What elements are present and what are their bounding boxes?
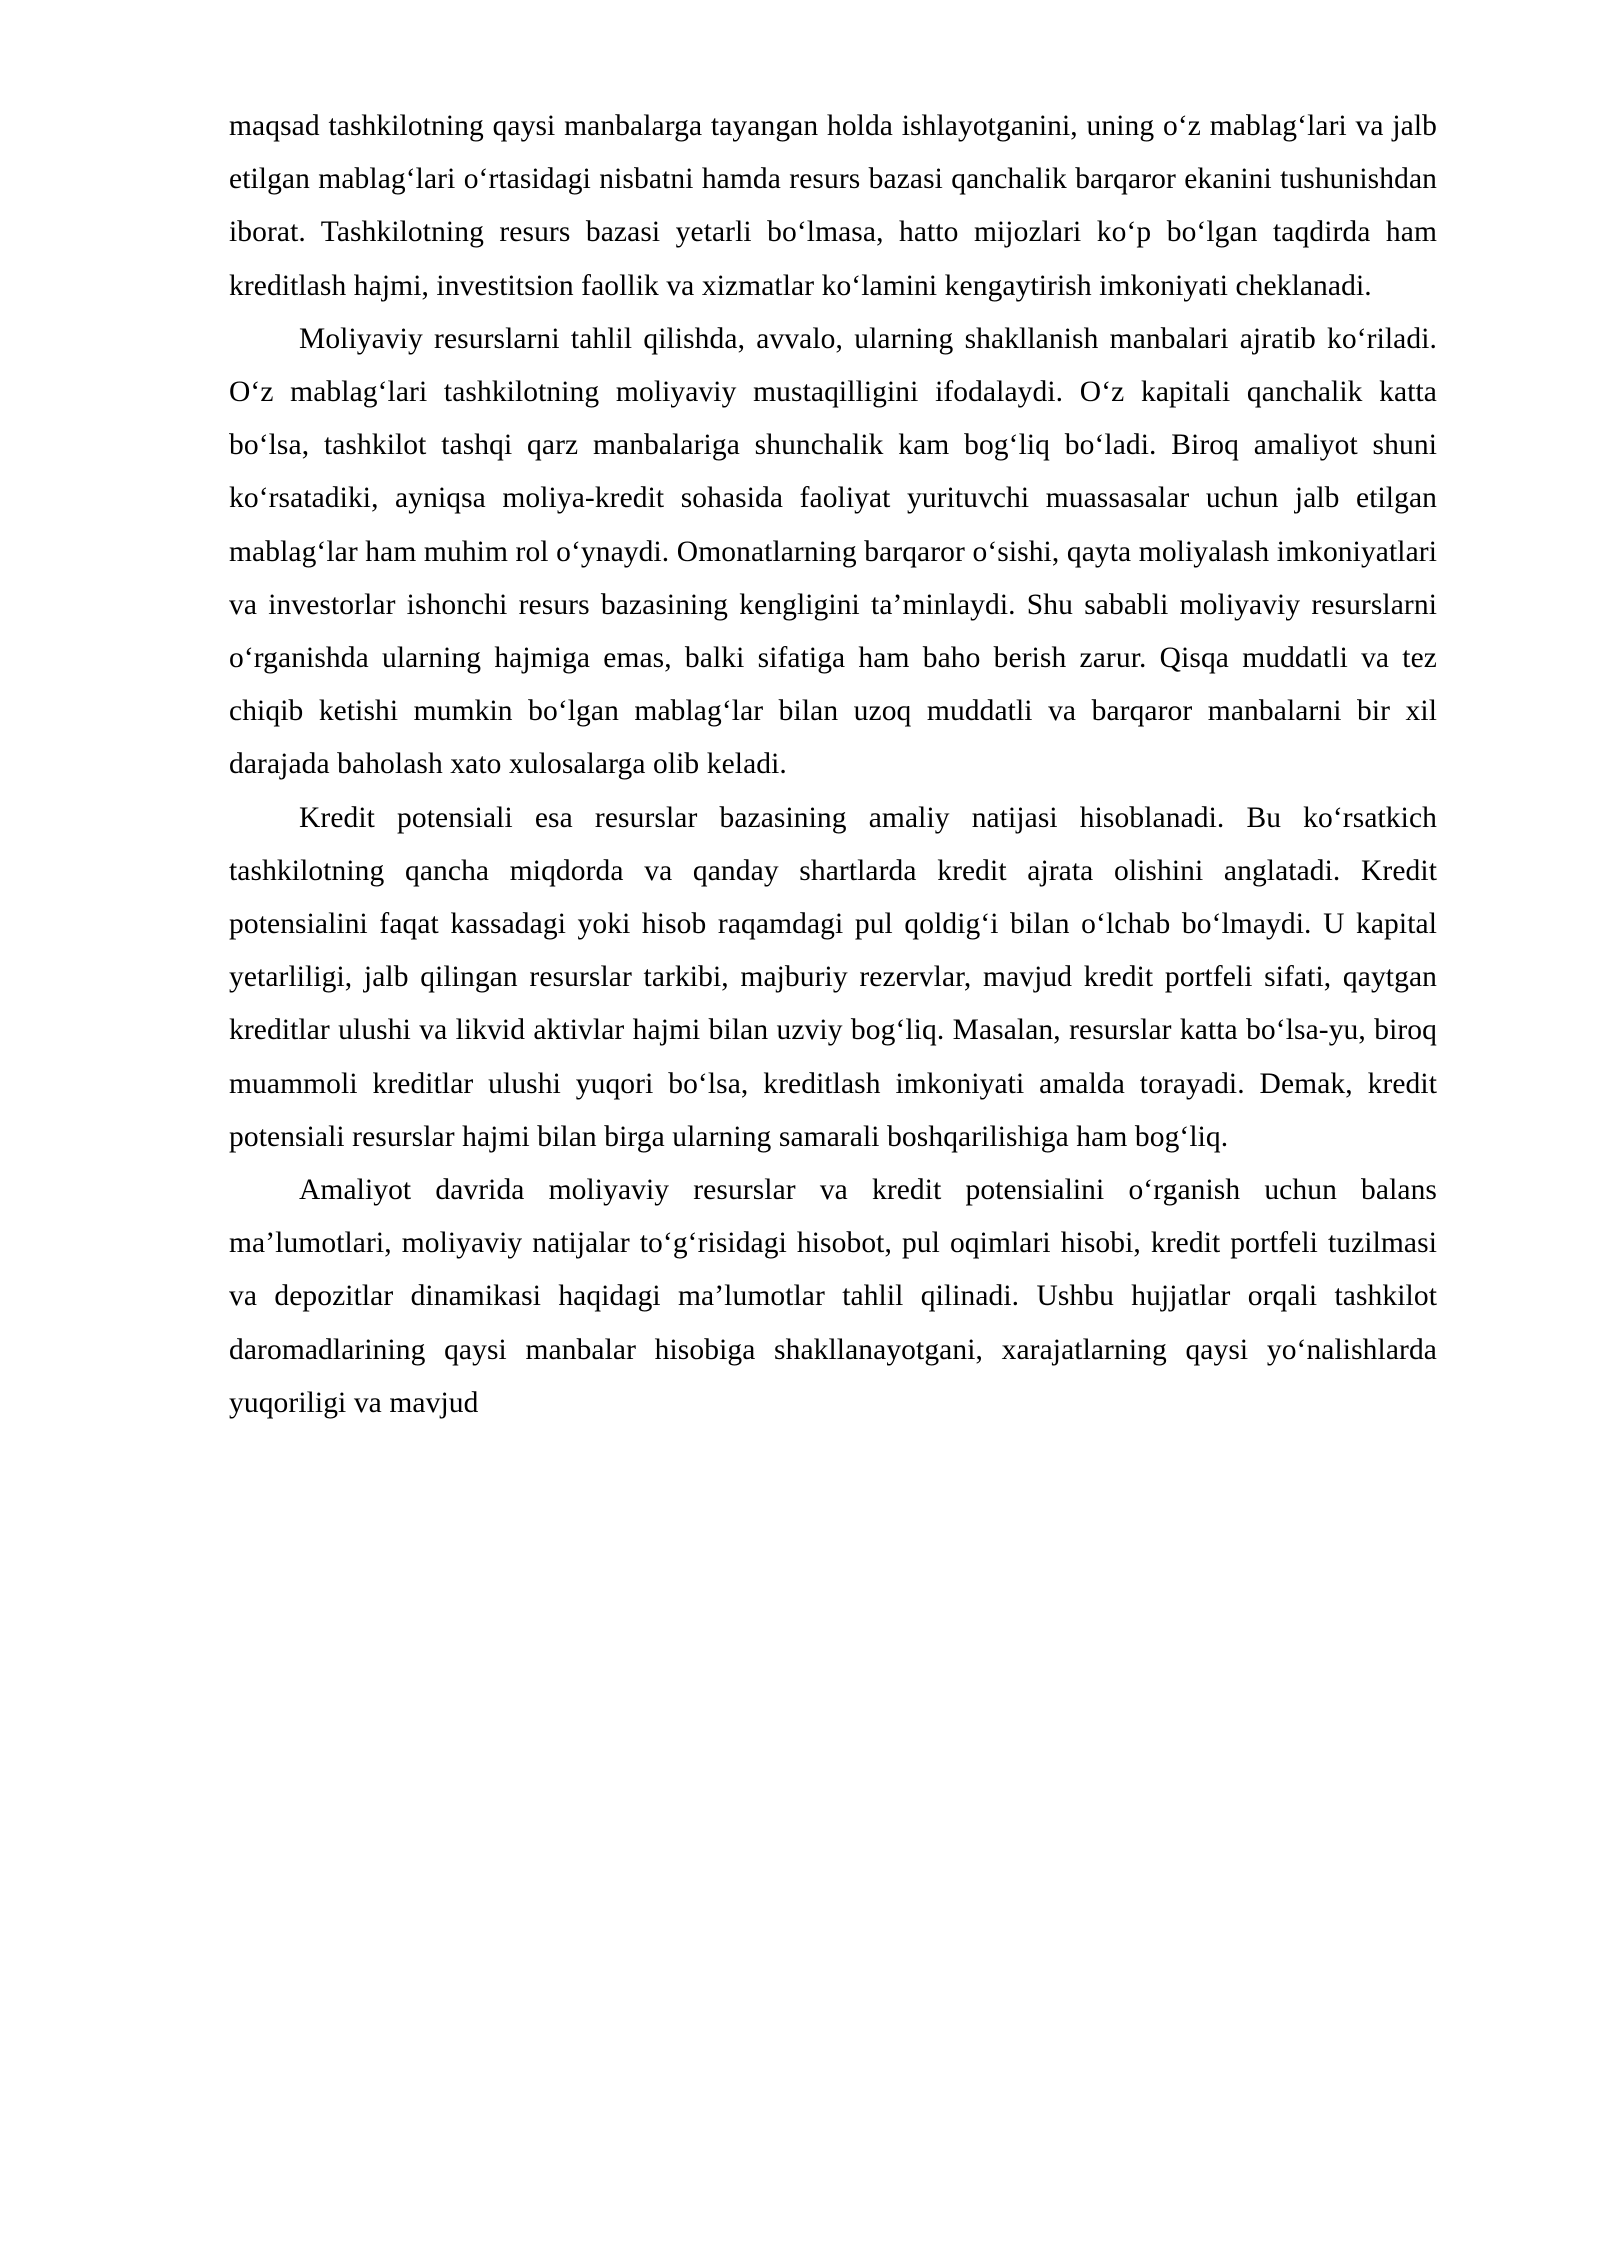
paragraph-2: Moliyaviy resurslarni tahlil qilishda, avvalo, ularning shakllanish manbalari ajratib ko‘riladi. O‘z mablag‘lari tashkilotning moliyaviy mustaqilligini ifodalaydi. O‘z kapitali qanchalik katta bo‘lsa, tashkilot tashqi qarz manbalariga shunchalik kam bog‘liq bo‘ladi. Biroq amaliyot shuni ko‘rsatadiki, ayniqsa moliya-kredit sohasida faoliyat yurituvchi muassasalar uchun jalb etilgan mablag‘lar ham muhim rol o‘ynaydi. Omonatlarning barqaror o‘sishi, qayta moliyalash imkoniyatlari va investorlar ishonchi resurs bazasining kengligini ta’minlaydi. Shu sababli moliyaviy resurslarni o‘rganishda ularning hajmiga emas, balki sifatiga ham baho berish zarur. Qisqa muddatli va tez chiqib ketishi mumkin bo‘lgan mablag‘lar bilan uzoq muddatli va barqaror manbalarni bir xil darajada baholash xato xulosalarga olib keladi. — [229, 322, 1437, 781]
paragraph-3: Kredit potensiali esa resurslar bazasining amaliy natijasi hisoblanadi. Bu ko‘rsatkich tashkilotning qancha miqdorda va qanday shartlarda kredit ajrata olishini anglatadi. Kredit potensialini faqat kassadagi yoki hisob raqamdagi pul qoldig‘i bilan o‘lchab bo‘lmaydi. U kapital yetarliligi, jalb qilingan resurslar tarkibi, majburiy rezervlar, mavjud kredit portfeli sifati, qaytgan kreditlar ulushi va likvid aktivlar hajmi bilan uzviy bog‘liq. Masalan, resurslar katta bo‘lsa-yu, biroq muammoli kreditlar ulushi yuqori bo‘lsa, kreditlash imkoniyati amalda torayadi. Demak, kredit potensiali resurslar hajmi bilan birga ularning samarali boshqarilishiga ham bog‘liq. — [229, 801, 1437, 1153]
text-column — [229, 100, 1437, 1430]
paragraph-1: maqsad tashkilotning qaysi manbalarga tayangan holda ishlayotganini, uning o‘z mablag‘lari va jalb etilgan mablag‘lari o‘rtasidagi nisbatni hamda resurs bazasi qanchalik barqaror ekanini tushunishdan iborat. Tashkilotning resurs bazasi yetarli bo‘lmasa, hatto mijozlari ko‘p bo‘lgan taqdirda ham kreditlash hajmi, investitsion faollik va xizmatlar ko‘lamini kengaytirish imkoniyati cheklanadi. — [229, 110, 1437, 302]
paragraph-4: Amaliyot davrida moliyaviy resurslar va kredit potensialini o‘rganish uchun balans ma’lumotlari, moliyaviy natijalar to‘g‘risidagi hisobot, pul oqimlari hisobi, kredit portfeli tuzilmasi va depozitlar dinamikasi haqidagi ma’lumotlar tahlil qilinadi. Ushbu hujjatlar orqali tashkilot daromadlarining qaysi manbalar hisobiga shakllanayotgani, xarajatlarning qaysi yo‘nalishlarda yuqoriligi va mavjud — [229, 1174, 1437, 1419]
